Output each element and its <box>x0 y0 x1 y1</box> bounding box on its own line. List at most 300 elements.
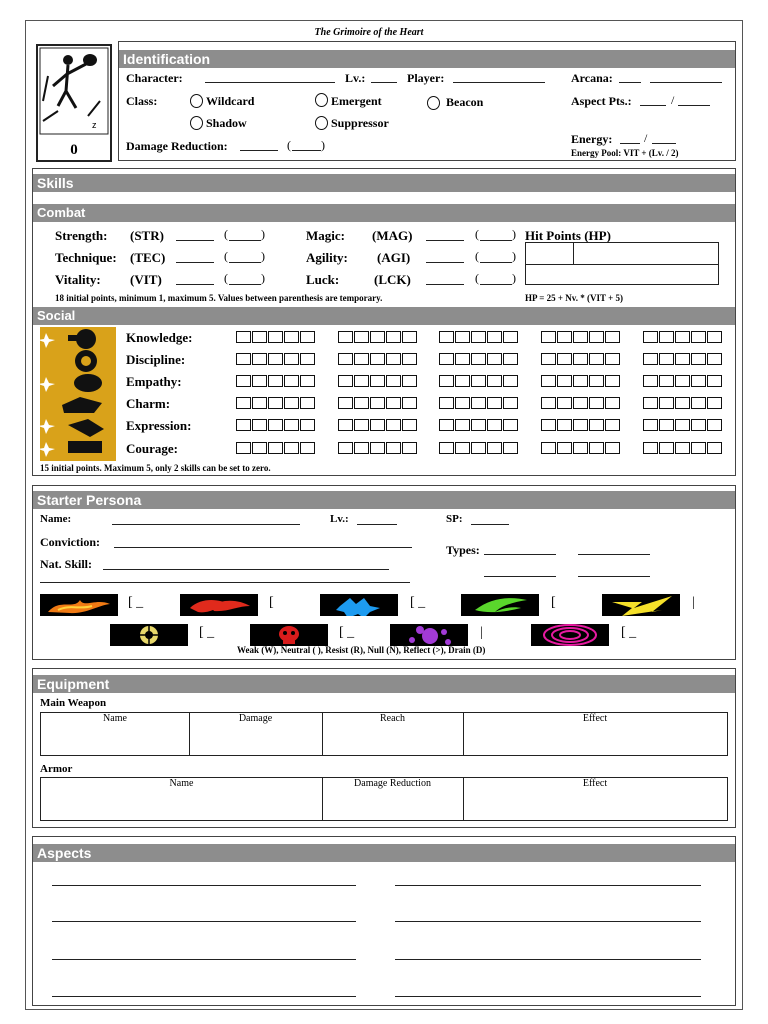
social-rank-checkbox[interactable] <box>707 419 722 431</box>
social-rank-checkbox[interactable] <box>386 331 401 343</box>
strength-field[interactable] <box>176 240 214 241</box>
skills-title: Skills <box>33 174 735 192</box>
social-rank-checkbox[interactable] <box>503 375 518 387</box>
social-rank-checkbox[interactable] <box>707 353 722 365</box>
weapon-col-effect: Effect <box>582 713 608 724</box>
wind-icon <box>320 594 398 616</box>
social-rank-checkbox[interactable] <box>386 397 401 409</box>
svg-text:z: z <box>92 120 97 130</box>
social-rank-checkbox[interactable] <box>402 442 417 454</box>
persona-sp-label: SP: <box>446 513 463 525</box>
nat-skill-label: Nat. Skill: <box>40 557 93 571</box>
social-rank-checkbox[interactable] <box>471 331 486 343</box>
psychic-affinity-bracket[interactable]: [ _ <box>621 625 637 640</box>
social-rank-checkbox[interactable] <box>589 397 604 409</box>
social-rank-checkbox[interactable] <box>455 375 470 387</box>
social-rank-group <box>338 397 418 411</box>
energy-field-1[interactable] <box>620 143 640 144</box>
luck-temp-field[interactable] <box>480 284 512 285</box>
aspect-line[interactable] <box>395 959 701 960</box>
social-rank-checkbox[interactable] <box>691 419 706 431</box>
arcana-label: Arcana: <box>571 71 613 85</box>
social-rank-checkbox[interactable] <box>236 442 251 454</box>
social-rank-checkbox[interactable] <box>541 353 556 365</box>
luck-field[interactable] <box>426 284 464 285</box>
social-rank-checkbox[interactable] <box>354 442 369 454</box>
social-rank-checkbox[interactable] <box>605 397 620 409</box>
aspect-line[interactable] <box>395 885 701 886</box>
aspect-pts-label: Aspect Pts.: <box>571 94 632 108</box>
social-rank-checkbox[interactable] <box>402 419 417 431</box>
hp-formula: HP = 25 + Nv. * (VIT + 5) <box>525 293 623 303</box>
social-rank-checkbox[interactable] <box>439 331 454 343</box>
arcana-card <box>36 44 112 162</box>
vitality-field[interactable] <box>176 284 214 285</box>
character-label: Character: <box>126 71 183 85</box>
conviction-field[interactable] <box>114 547 412 548</box>
physical-icon <box>602 594 680 616</box>
energy-pool-note: Energy Pool: VIT + (Lv. / 2) <box>571 148 679 158</box>
social-rank-checkbox[interactable] <box>707 442 722 454</box>
social-rank-checkbox[interactable] <box>557 331 572 343</box>
social-rank-checkbox[interactable] <box>503 353 518 365</box>
arcana-number: 0 <box>70 142 78 158</box>
stat-technique-label: Technique: <box>55 250 117 265</box>
stat-strength-abbr: (STR) <box>130 228 164 243</box>
agility-field[interactable] <box>426 262 464 263</box>
social-rank-checkbox[interactable] <box>557 375 572 387</box>
social-rank-checkbox[interactable] <box>338 419 353 431</box>
social-rank-checkbox[interactable] <box>589 375 604 387</box>
social-rank-group <box>439 442 519 456</box>
persona-name-label: Name: <box>40 513 72 525</box>
social-rank-checkbox[interactable] <box>707 331 722 343</box>
social-charm-label: Charm: <box>126 396 171 411</box>
social-rank-checkbox[interactable] <box>471 353 486 365</box>
social-rank-checkbox[interactable] <box>643 397 658 409</box>
lv-field[interactable] <box>371 82 397 83</box>
document-title: The Grimoire of the Heart <box>314 27 424 38</box>
aspect-line[interactable] <box>395 921 701 922</box>
social-rank-checkbox[interactable] <box>284 397 299 409</box>
social-rank-checkbox[interactable] <box>284 442 299 454</box>
social-rank-group <box>236 442 316 456</box>
ice-icon <box>180 594 258 616</box>
wind-affinity-bracket[interactable]: [ _ <box>410 595 426 610</box>
social-rank-checkbox[interactable] <box>675 397 690 409</box>
social-rank-checkbox[interactable] <box>557 353 572 365</box>
social-rank-checkbox[interactable] <box>691 442 706 454</box>
social-rank-checkbox[interactable] <box>487 353 502 365</box>
stat-luck-abbr: (LCK) <box>374 272 411 287</box>
damage-reduction-temp-field[interactable] <box>292 150 321 151</box>
almighty-affinity-bracket[interactable]: | <box>480 625 483 640</box>
character-field[interactable] <box>205 82 335 83</box>
social-rank-group <box>338 331 418 345</box>
dark-affinity-bracket[interactable]: [ _ <box>339 625 355 640</box>
social-rank-checkbox[interactable] <box>659 397 674 409</box>
social-rank-checkbox[interactable] <box>402 397 417 409</box>
nat-skill-field[interactable] <box>103 569 389 570</box>
social-rank-group <box>338 353 418 367</box>
social-rank-checkbox[interactable] <box>691 331 706 343</box>
hp-box[interactable] <box>525 242 719 285</box>
aspect-line[interactable] <box>52 996 356 997</box>
social-rank-checkbox[interactable] <box>573 375 588 387</box>
social-rank-checkbox[interactable] <box>386 375 401 387</box>
social-rank-checkbox[interactable] <box>605 353 620 365</box>
social-rank-group <box>439 353 519 367</box>
social-rank-checkbox[interactable] <box>573 397 588 409</box>
social-rank-checkbox[interactable] <box>236 331 251 343</box>
social-rank-checkbox[interactable] <box>402 375 417 387</box>
social-rank-checkbox[interactable] <box>487 442 502 454</box>
social-rank-group <box>541 331 621 345</box>
social-rank-checkbox[interactable] <box>354 353 369 365</box>
social-rank-checkbox[interactable] <box>300 397 315 409</box>
weapon-col-name: Name <box>103 713 127 724</box>
technique-field[interactable] <box>176 262 214 263</box>
social-rank-checkbox[interactable] <box>503 331 518 343</box>
social-rank-checkbox[interactable] <box>487 419 502 431</box>
social-rank-checkbox[interactable] <box>439 353 454 365</box>
class-wildcard-label: Wildcard <box>206 94 255 108</box>
social-rank-checkbox[interactable] <box>300 442 315 454</box>
light-affinity-bracket[interactable]: [ _ <box>199 625 215 640</box>
armor-col-name: Name <box>169 778 194 789</box>
social-rank-checkbox[interactable] <box>589 419 604 431</box>
social-rank-group <box>338 419 418 433</box>
armor-col-damage-reduction: Damage Reduction <box>354 778 431 789</box>
weapon-col-reach: Reach <box>380 713 405 724</box>
social-rank-checkbox[interactable] <box>338 331 353 343</box>
social-rank-checkbox[interactable] <box>643 353 658 365</box>
social-rank-checkbox[interactable] <box>236 353 251 365</box>
social-rank-checkbox[interactable] <box>471 442 486 454</box>
aspect-line[interactable] <box>395 996 701 997</box>
aspect-line[interactable] <box>52 921 356 922</box>
social-rank-checkbox[interactable] <box>354 419 369 431</box>
social-rank-checkbox[interactable] <box>402 353 417 365</box>
social-rank-checkbox[interactable] <box>659 442 674 454</box>
social-rank-checkbox[interactable] <box>573 353 588 365</box>
social-rank-checkbox[interactable] <box>573 442 588 454</box>
energy-field-2[interactable] <box>652 143 676 144</box>
social-rank-checkbox[interactable] <box>236 419 251 431</box>
types-field-1[interactable] <box>484 554 556 555</box>
social-rank-checkbox[interactable] <box>707 375 722 387</box>
social-rank-checkbox[interactable] <box>338 353 353 365</box>
social-empathy-label: Empathy: <box>126 374 182 389</box>
damage-reduction-field[interactable] <box>240 150 278 151</box>
social-rank-checkbox[interactable] <box>268 353 283 365</box>
social-rank-checkbox[interactable] <box>659 375 674 387</box>
social-rank-checkbox[interactable] <box>659 331 674 343</box>
main-weapon-label: Main Weapon <box>40 697 107 709</box>
social-rank-group <box>643 442 723 456</box>
strength-temp-field[interactable] <box>229 240 261 241</box>
social-rank-checkbox[interactable] <box>675 375 690 387</box>
social-rank-group <box>236 375 316 389</box>
social-rank-checkbox[interactable] <box>605 419 620 431</box>
identification-title: Identification <box>119 50 735 68</box>
social-rank-checkbox[interactable] <box>300 353 315 365</box>
class-shadow-label: Shadow <box>206 116 247 130</box>
social-rank-checkbox[interactable] <box>503 397 518 409</box>
social-rank-checkbox[interactable] <box>675 442 690 454</box>
social-rank-group <box>541 353 621 367</box>
social-rank-checkbox[interactable] <box>300 331 315 343</box>
social-rank-checkbox[interactable] <box>605 442 620 454</box>
social-rank-group <box>643 375 723 389</box>
player-field[interactable] <box>453 82 545 83</box>
social-rank-checkbox[interactable] <box>439 375 454 387</box>
social-rank-checkbox[interactable] <box>386 442 401 454</box>
social-rank-checkbox[interactable] <box>589 331 604 343</box>
affinity-legend: Weak (W), Neutral ( ), Resist (R), Null (N), Reflect (>), Drain (D) <box>237 645 486 655</box>
persona-sp-field[interactable] <box>471 524 509 525</box>
social-rank-checkbox[interactable] <box>354 331 369 343</box>
social-rank-checkbox[interactable] <box>300 375 315 387</box>
social-rank-checkbox[interactable] <box>252 375 267 387</box>
social-rank-checkbox[interactable] <box>268 419 283 431</box>
equipment-title: Equipment <box>33 675 735 693</box>
electric-affinity-bracket[interactable]: [ <box>551 595 556 610</box>
social-rank-checkbox[interactable] <box>643 442 658 454</box>
social-rank-checkbox[interactable] <box>439 442 454 454</box>
social-rank-group <box>439 375 519 389</box>
arcana-field-1[interactable] <box>619 82 641 83</box>
agility-temp-field[interactable] <box>480 262 512 263</box>
combat-title: Combat <box>33 204 735 222</box>
social-rank-checkbox[interactable] <box>557 442 572 454</box>
stat-vitality-label: Vitality: <box>55 272 101 287</box>
social-rank-checkbox[interactable] <box>573 331 588 343</box>
social-rank-checkbox[interactable] <box>300 419 315 431</box>
social-rank-checkbox[interactable] <box>573 419 588 431</box>
class-emergent-label: Emergent <box>331 94 382 108</box>
social-rank-checkbox[interactable] <box>252 353 267 365</box>
social-rank-checkbox[interactable] <box>503 419 518 431</box>
social-rank-checkbox[interactable] <box>455 331 470 343</box>
social-rank-checkbox[interactable] <box>675 419 690 431</box>
social-rank-checkbox[interactable] <box>370 353 385 365</box>
social-rank-checkbox[interactable] <box>589 353 604 365</box>
stat-magic-label: Magic: <box>306 228 345 243</box>
social-rank-group <box>236 353 316 367</box>
stat-agility-label: Agility: <box>306 250 348 265</box>
weapon-col-damage: Damage <box>238 713 273 724</box>
physical-affinity-bracket[interactable]: | <box>692 595 695 610</box>
vitality-temp-field[interactable] <box>229 284 261 285</box>
social-rank-group <box>541 442 621 456</box>
technique-temp-field[interactable] <box>229 262 261 263</box>
conviction-label: Conviction: <box>40 535 100 549</box>
social-rank-checkbox[interactable] <box>605 331 620 343</box>
social-rank-checkbox[interactable] <box>643 331 658 343</box>
magic-temp-field[interactable] <box>480 240 512 241</box>
stat-vitality-abbr: (VIT) <box>130 272 162 287</box>
social-rank-checkbox[interactable] <box>439 397 454 409</box>
lv-label: Lv.: <box>345 71 366 85</box>
social-rank-checkbox[interactable] <box>487 375 502 387</box>
energy-label: Energy: <box>571 132 613 146</box>
social-discipline-label: Discipline: <box>126 352 186 367</box>
social-note: 15 initial points. Maximum 5, only 2 skills can be set to zero. <box>40 463 271 473</box>
social-rank-checkbox[interactable] <box>284 353 299 365</box>
types-field-4[interactable] <box>578 576 650 577</box>
social-rank-checkbox[interactable] <box>455 353 470 365</box>
fire-affinity-bracket[interactable]: [ _ <box>128 595 144 610</box>
social-rank-checkbox[interactable] <box>643 419 658 431</box>
aspects-title: Aspects <box>33 844 735 862</box>
social-rank-checkbox[interactable] <box>675 331 690 343</box>
stat-magic-abbr: (MAG) <box>372 228 413 243</box>
social-rank-checkbox[interactable] <box>659 353 674 365</box>
social-rank-checkbox[interactable] <box>455 442 470 454</box>
persona-lv-field[interactable] <box>357 524 397 525</box>
social-rank-checkbox[interactable] <box>284 331 299 343</box>
types-field-3[interactable] <box>484 576 556 577</box>
social-rank-checkbox[interactable] <box>455 397 470 409</box>
armor-label: Armor <box>40 763 73 775</box>
social-rank-checkbox[interactable] <box>386 419 401 431</box>
dark-icon <box>250 624 328 646</box>
social-rank-checkbox[interactable] <box>541 331 556 343</box>
social-rank-checkbox[interactable] <box>284 375 299 387</box>
social-rank-checkbox[interactable] <box>354 375 369 387</box>
social-stat-icons <box>40 327 116 461</box>
social-rank-checkbox[interactable] <box>252 331 267 343</box>
persona-name-field[interactable] <box>112 524 300 525</box>
social-rank-checkbox[interactable] <box>707 397 722 409</box>
social-rank-group <box>439 331 519 345</box>
social-rank-checkbox[interactable] <box>252 442 267 454</box>
social-rank-checkbox[interactable] <box>268 397 283 409</box>
class-suppressor-radio[interactable] <box>315 116 328 130</box>
social-rank-group <box>338 442 418 456</box>
class-beacon-label: Beacon <box>446 95 484 109</box>
social-rank-checkbox[interactable] <box>455 419 470 431</box>
social-rank-checkbox[interactable] <box>338 375 353 387</box>
social-rank-checkbox[interactable] <box>268 442 283 454</box>
social-rank-checkbox[interactable] <box>370 442 385 454</box>
class-beacon-radio[interactable] <box>427 96 440 110</box>
light-icon <box>110 624 188 646</box>
social-rank-checkbox[interactable] <box>589 442 604 454</box>
stat-technique-abbr: (TEC) <box>130 250 166 265</box>
social-rank-checkbox[interactable] <box>471 397 486 409</box>
social-rank-checkbox[interactable] <box>691 375 706 387</box>
social-rank-checkbox[interactable] <box>252 397 267 409</box>
social-rank-checkbox[interactable] <box>252 419 267 431</box>
fool-figure-icon <box>38 46 110 136</box>
social-rank-checkbox[interactable] <box>557 419 572 431</box>
electric-icon <box>461 594 539 616</box>
social-rank-checkbox[interactable] <box>691 353 706 365</box>
stat-strength-label: Strength: <box>55 228 108 243</box>
magic-field[interactable] <box>426 240 464 241</box>
social-rank-checkbox[interactable] <box>675 353 690 365</box>
social-rank-checkbox[interactable] <box>643 375 658 387</box>
armor-table[interactable] <box>40 777 728 821</box>
social-rank-group <box>643 397 723 411</box>
social-rank-checkbox[interactable] <box>268 331 283 343</box>
social-knowledge-label: Knowledge: <box>126 330 193 345</box>
class-suppressor-label: Suppressor <box>331 116 389 130</box>
social-rank-checkbox[interactable] <box>370 331 385 343</box>
social-rank-checkbox[interactable] <box>370 419 385 431</box>
arcana-field-2[interactable] <box>650 82 722 83</box>
social-rank-group <box>643 331 723 345</box>
class-shadow-radio[interactable] <box>190 116 203 130</box>
ice-affinity-bracket[interactable]: [ <box>269 595 274 610</box>
social-rank-checkbox[interactable] <box>338 442 353 454</box>
social-rank-group <box>643 419 723 433</box>
social-rank-checkbox[interactable] <box>338 397 353 409</box>
social-expression-label: Expression: <box>126 418 192 433</box>
social-rank-checkbox[interactable] <box>541 375 556 387</box>
social-rank-checkbox[interactable] <box>487 331 502 343</box>
persona-title: Starter Persona <box>33 491 735 509</box>
persona-lv-label: Lv.: <box>330 513 349 525</box>
social-rank-checkbox[interactable] <box>487 397 502 409</box>
combat-note: 18 initial points, minimum 1, maximum 5. Values between parenthesis are temporary. <box>55 293 383 303</box>
social-rank-checkbox[interactable] <box>659 419 674 431</box>
social-rank-group <box>439 397 519 411</box>
nat-skill-field-2[interactable] <box>40 582 410 583</box>
social-rank-checkbox[interactable] <box>605 375 620 387</box>
aspect-pts-field-2[interactable] <box>678 105 710 106</box>
social-rank-checkbox[interactable] <box>236 397 251 409</box>
social-rank-checkbox[interactable] <box>439 419 454 431</box>
social-rank-checkbox[interactable] <box>402 331 417 343</box>
social-rank-checkbox[interactable] <box>354 397 369 409</box>
damage-reduction-label: Damage Reduction: <box>126 139 228 153</box>
social-title: Social <box>33 307 735 325</box>
social-rank-checkbox[interactable] <box>471 419 486 431</box>
social-rank-checkbox[interactable] <box>541 442 556 454</box>
social-rank-group <box>541 375 621 389</box>
class-wildcard-radio[interactable] <box>190 94 203 108</box>
player-label: Player: <box>407 71 445 85</box>
social-rank-checkbox[interactable] <box>284 419 299 431</box>
aspect-pts-field-1[interactable] <box>640 105 666 106</box>
aspect-line[interactable] <box>52 885 356 886</box>
social-rank-checkbox[interactable] <box>471 375 486 387</box>
weapon-table[interactable] <box>40 712 728 756</box>
social-rank-checkbox[interactable] <box>236 375 251 387</box>
social-rank-group <box>338 375 418 389</box>
aspect-line[interactable] <box>52 959 356 960</box>
social-rank-group <box>236 397 316 411</box>
hp-label: Hit Points (HP) <box>525 228 611 243</box>
armor-col-effect: Effect <box>582 778 608 789</box>
social-rank-checkbox[interactable] <box>557 397 572 409</box>
social-rank-checkbox[interactable] <box>503 442 518 454</box>
social-rank-checkbox[interactable] <box>268 375 283 387</box>
social-icons-strip <box>40 327 116 461</box>
social-rank-checkbox[interactable] <box>370 375 385 387</box>
social-rank-checkbox[interactable] <box>691 397 706 409</box>
social-rank-checkbox[interactable] <box>370 397 385 409</box>
types-field-2[interactable] <box>578 554 650 555</box>
social-rank-checkbox[interactable] <box>541 397 556 409</box>
stat-agility-abbr: (AGI) <box>377 250 411 265</box>
social-rank-checkbox[interactable] <box>386 353 401 365</box>
class-emergent-radio[interactable] <box>315 93 328 107</box>
social-rank-checkbox[interactable] <box>541 419 556 431</box>
